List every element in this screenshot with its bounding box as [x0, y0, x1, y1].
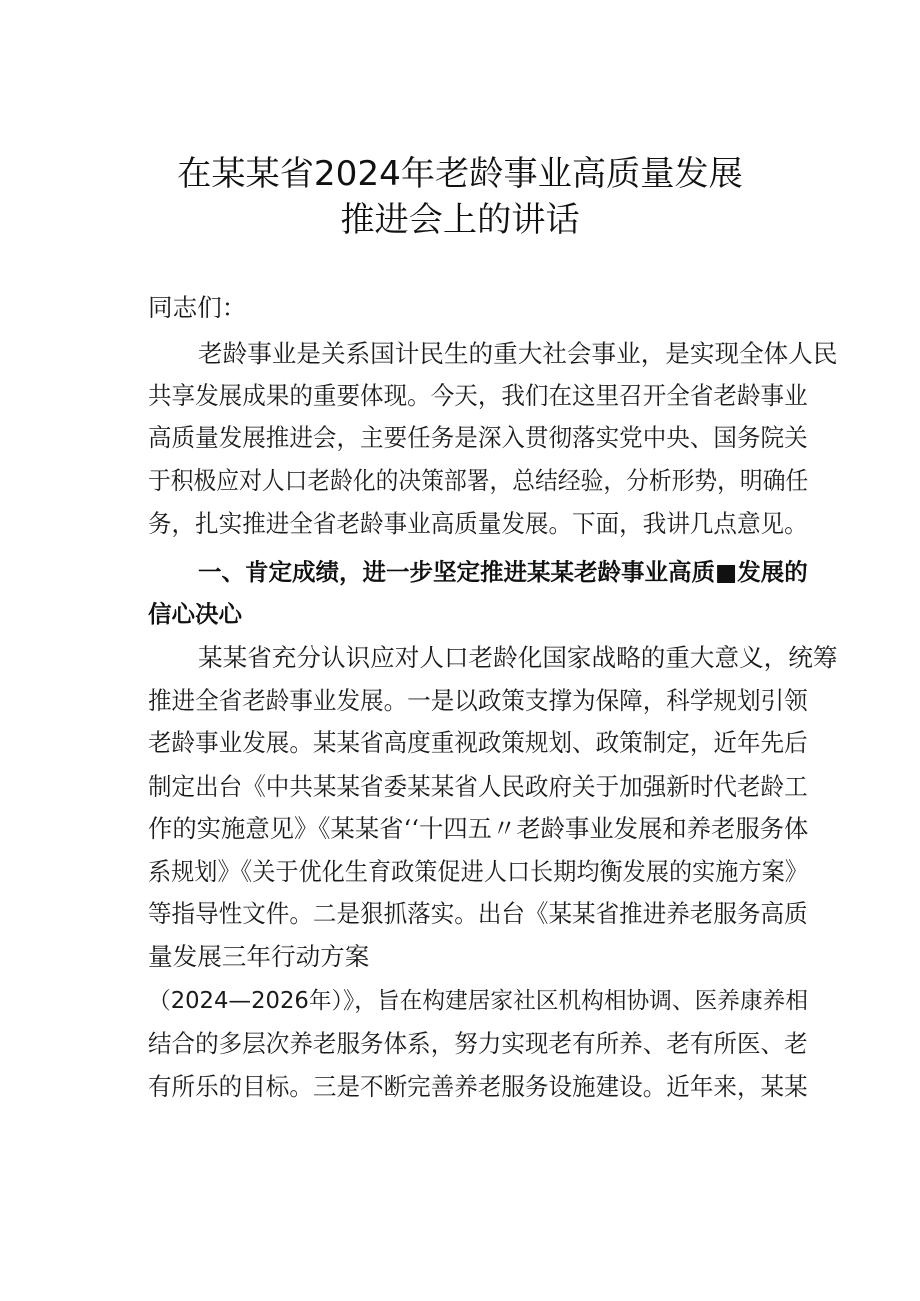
paragraph-line: 结合的多层次养老服务体系，努力实现老有所养、老有所医、老 — [148, 1029, 808, 1058]
document-title-line-2: 推进会上的讲话 — [340, 200, 580, 240]
paragraph-line: （2024—2026年）》，旨在构建居家社区机构相协调、医养康养相 — [148, 988, 809, 1014]
paragraph-line: 高质量发展推进会，主要任务是深入贯彻落实党中央、国务院关 — [148, 423, 808, 452]
paragraph-line: 于积极应对人口老龄化的决策部署，总结经验，分析形势，明确任 — [148, 466, 809, 495]
salutation: 同志们： — [148, 293, 247, 322]
paragraph-line: 有所乐的目标。三是不断完善养老服务设施建设。近年来，某某 — [148, 1072, 808, 1101]
paragraph-line: 务，扎实推进全省老龄事业高质量发展。下面，我讲几点意见。 — [148, 509, 808, 538]
paragraph-line: 系规划》《关于优化生育政策促进人口长期均衡发展的实施方案》 — [148, 857, 808, 886]
paragraph-line: 推进全省老龄事业发展。一是以政策支撑为保障，科学规划引领 — [148, 686, 808, 715]
paragraph-line: 制定出台《中共某某省委某某省人民政府关于加强新时代老龄工 — [148, 772, 808, 801]
paragraph-line: 某某省充分认识应对人口老龄化国家战略的重大意义，统筹 — [198, 643, 838, 672]
section-heading-line-1: 一、肯定成绩，进一步坚定推进某某老龄事业高质■发展的 — [198, 558, 808, 586]
paragraph-line: 共享发展成果的重要体现。今天，我们在这里召开全省老龄事业 — [148, 381, 808, 410]
section-heading-line-2: 信心决心 — [148, 600, 242, 628]
paragraph-line: 老龄事业是关系国计民生的重大社会事业，是实现全体人民 — [198, 339, 838, 368]
paragraph-line: 老龄事业发展。某某省高度重视政策规划、政策制定，近年先后 — [148, 728, 808, 757]
paragraph-line: 量发展三年行动方案 — [148, 942, 370, 971]
paragraph-line: 等指导性文件。二是狠抓落实。出台《某某省推进养老服务高质 — [148, 899, 808, 928]
document-title-line-1: 在某某省2024年老龄事业高质量发展 — [177, 154, 743, 194]
paragraph-line: 作的实施意见》《某某省‘‘十四五〃老龄事业发展和养老服务体 — [148, 814, 809, 843]
